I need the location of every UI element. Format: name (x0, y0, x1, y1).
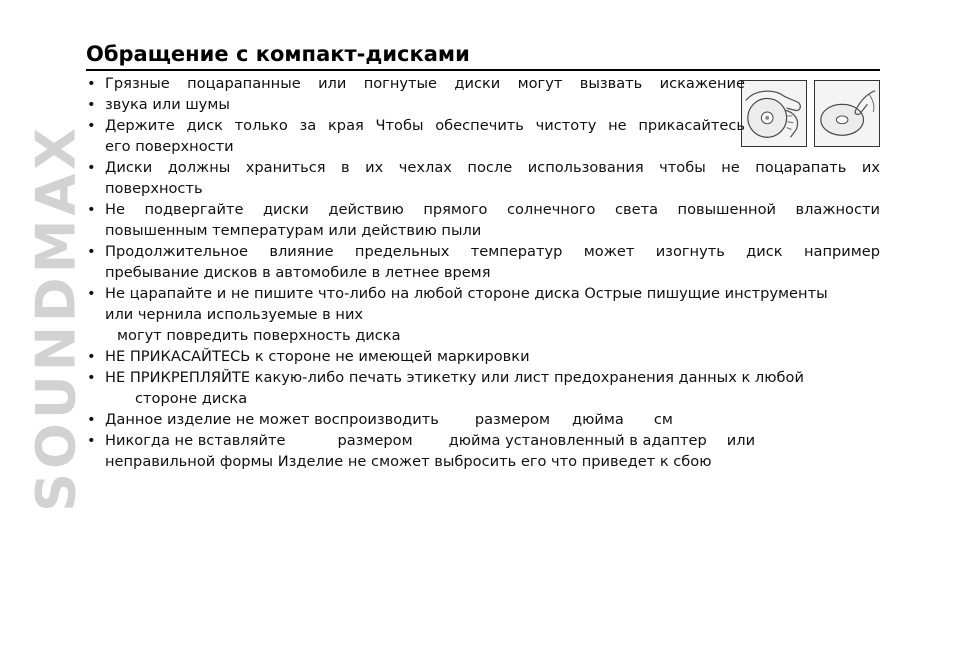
item-text-part: размером (474, 411, 550, 428)
item-text-part: дюйма установленный в адаптер (448, 432, 707, 449)
item-line: или чернила используемые в них (105, 306, 364, 323)
item-text-part: см (653, 411, 673, 428)
disc-care-instructions (86, 73, 880, 472)
list-item (86, 157, 880, 199)
item-text-part: Никогда не вставляйте (105, 432, 286, 449)
list-item (86, 367, 880, 409)
item-line: стороне диска (135, 390, 248, 407)
list-item (86, 199, 880, 241)
list-item (86, 346, 880, 367)
item-text-part: или (726, 432, 756, 449)
item-text-part: размером (337, 432, 413, 449)
list-item-continuation (86, 325, 880, 346)
item-line: звука или шумы (105, 96, 230, 113)
item-line: • Не царапайте и не пишите что-либо на любой стороне диска Острые пишущие инструменты (105, 285, 828, 302)
list-item-continuation (86, 94, 880, 115)
list-item (86, 73, 745, 94)
item-line: повышенным температурам или действию пыли (105, 222, 482, 239)
item-line: пребывание дисков в автомобиле в летнее время (105, 264, 491, 281)
item-line: НЕ ПРИКАСАЙТЕСЬ к стороне не имеющей маркировки (105, 348, 530, 365)
item-text-part: Данное изделие не может воспроизводить (105, 411, 439, 428)
list-item (86, 115, 745, 136)
item-line: его поверхности (105, 138, 234, 155)
item-line: Грязные поцарапанные или погнутые диски могут вызвать искажение (105, 75, 745, 92)
item-line: • Не подвергайте диски действию прямого солнечного света повышенной влажности (105, 201, 880, 218)
brand-logo-vertical (24, 38, 88, 598)
list-item (86, 430, 880, 472)
title-underline (86, 69, 880, 71)
brand-logo-text: SOUNDMAX (24, 124, 88, 512)
page-title: Обращение с компакт-дисками (86, 42, 470, 66)
list-item (86, 409, 880, 430)
item-line: • Диски должны храниться в их чехлах после использования чтобы не поцарапать их (105, 159, 880, 176)
list-item (86, 283, 880, 325)
list-item (86, 241, 880, 283)
item-text-part: дюйма (572, 411, 624, 428)
list-item-continuation (86, 136, 880, 157)
item-line: поверхность (105, 180, 203, 197)
item-line: • НЕ ПРИКРЕПЛЯЙТЕ какую-либо печать этикетку или лист предохранения данных к любой (105, 369, 804, 386)
item-line: могут повредить поверхность диска (117, 327, 401, 344)
item-line: неправильной формы Изделие не сможет выбросить его что приведет к сбою (105, 453, 712, 470)
item-line: • Продолжительное влияние предельных температур может изогнуть диск например (105, 243, 880, 260)
item-line: Держите диск только за края Чтобы обеспечить чистоту не прикасайтесь (105, 117, 745, 134)
